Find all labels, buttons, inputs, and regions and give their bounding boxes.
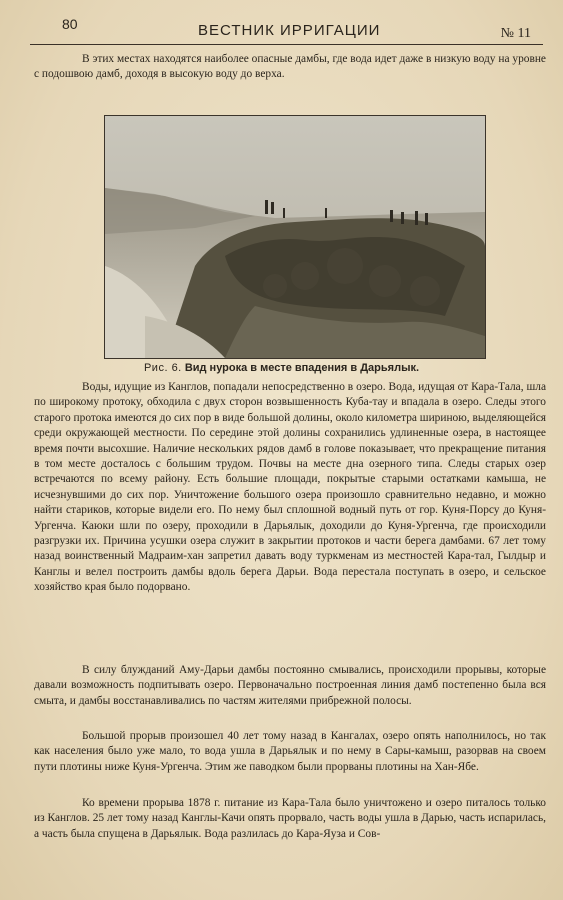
paragraph-5: Ко времени прорыва 1878 г. питание из Кара-Тала было уничтожено и озеро питалось только из Канглов. 25 лет тому назад Канглы-Качи опять прорвало, часть воды ушла в Дарью, часть испарилась, а часть была спущена в Дарьялык. Вода разлилась до Кара-Яуза и Сов-: [34, 797, 546, 840]
page-header: [30, 14, 543, 45]
figure-caption-text: Вид нурока в месте впадения в Дарьялык.: [184, 362, 420, 374]
paragraph-2: Воды, идущие из Канглов, попадали непосредственно в озеро. Вода, идущая от Кара-Тала, шла по широкому протоку, обходила с двух сторон возвышенность Куба-тау и впадала в озеро. Следы этого старого протока имеются до сих пор в виде большой долины, около километра шириною, выделяющейся среди окружающей местности. По середине этой долины сохранились удлиненные озера, в настоящее время почти высохшие. Наличие нескольких рядов дамб в голове показывает, что прекращение питания в том месте досталось с большим трудом. Почвы на месте дна озерного типа. Следы старых озер встречаются по всему району. Есть большие площади, покрытые старыми остатками камыша, не исчезнувшими до сих пор. Уничтожение большого озера произошло сравнительно недавно, и можно найти стариков, которые видели его. По нему был сплошной водный путь от гор. Куня-Порсу до Куня-Ургенча. Каюки шли по озеру, проходили в Дарьялык, доходили до Куня-Ургенча, где происходили разгрузки их. Причина усушки озера служит в закрытии протоков и части берега дамбами. 67 лет тому назад воинственный Мадраим-хан запретил давать воду туркменам из местностей Кара-тал, Гылдыр и Канглы и велел построить дамбы вдоль берега Дарьи. Вода перестала поступать в озеро, и сельское хозяйство края было подорвано.: [34, 381, 546, 594]
paragraph-4: Большой прорыв произошел 40 лет тому назад в Кангалах, озеро опять наполнилось, но так как населения было уже мало, то вода ушла в Дарьялык и по нему в Сары-камыш, разорвав на своем пути плотины ниже Куня-Ургенча. Этим же паводком были прорваны плотины на Хан-Ябе.: [34, 730, 546, 773]
figure-photo: [104, 115, 486, 359]
journal-title: ВЕСТНИК ИРРИГАЦИИ: [198, 22, 381, 39]
page-number: 80: [62, 16, 78, 32]
figure-label: Рис. 6.: [143, 362, 182, 374]
paragraph-1: В этих местах находятся наиболее опасные дамбы, где вода идет даже в низкую воду на уровне с подошвою дамб, доходя в высокую воду до верха.: [34, 53, 546, 81]
figure-caption: [0, 362, 563, 374]
paragraph-3: В силу блужданий Аму-Дарьи дамбы постоянно смывались, происходили прорывы, которые давали возможность подпитывать озеро. Первоначально построенная линия дамб постепенно была вся смыта, и дамбы восстанавливались по частям жителями прибрежной полосы.: [34, 664, 546, 707]
landscape-photo: [105, 116, 485, 358]
issue-number: № 11: [500, 26, 531, 41]
